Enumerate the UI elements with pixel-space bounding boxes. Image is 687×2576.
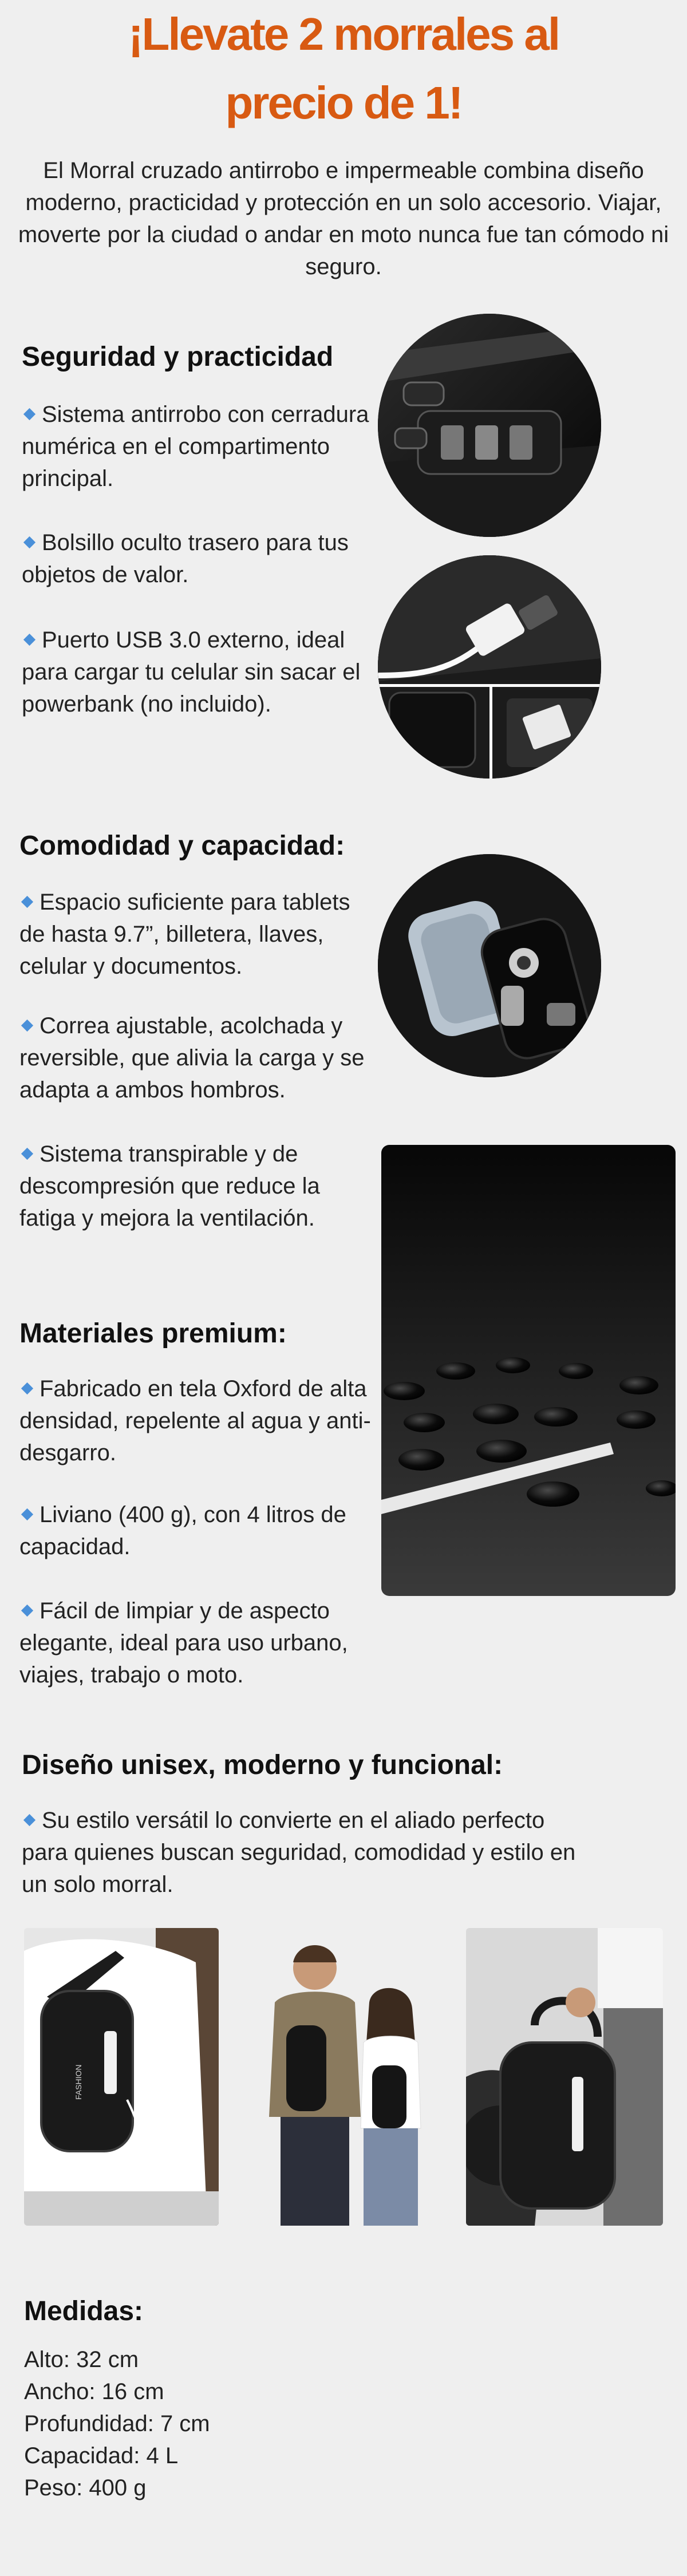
- bullet-item: Su estilo versátil lo convierte en el aliado perfecto para quienes buscan seguridad, comodidad y estilo en un solo morral.: [22, 1808, 576, 1897]
- bullet-item: Sistema antirrobo con cerradura numérica en el compartimento principal.: [22, 402, 369, 491]
- diamond-bullet-icon: [23, 1814, 35, 1826]
- section-title-materials: Materiales premium:: [19, 1318, 287, 1349]
- headline-line-2: precio de 1!: [225, 77, 462, 128]
- water-repellent-photo: [381, 1145, 676, 1596]
- bullet-item: Fácil de limpiar y de aspecto elegante, ideal para uso urbano, viajes, trabajo o moto.: [19, 1598, 348, 1688]
- usb-port-photo: [378, 555, 601, 779]
- bullet-item: Bolsillo oculto trasero para tus objetos de valor.: [22, 530, 349, 587]
- man-with-bag-illustration: [24, 1928, 219, 2226]
- bullet-item: Sistema transpirable y de descompresión que reduce la fatiga y mejora la ventilación.: [19, 1141, 320, 1231]
- lock-photo: [378, 314, 601, 537]
- bag-interior-photo: [378, 854, 601, 1077]
- measure-height: Alto: 32 cm: [24, 2347, 139, 2372]
- page-headline: [0, 0, 687, 137]
- measure-width: Ancho: 16 cm: [24, 2379, 164, 2404]
- bullet-item: Liviano (400 g), con 4 litros de capacidad.: [19, 1502, 346, 1559]
- product-photo-hand: [466, 1928, 663, 2226]
- bag-interior-illustration: [378, 854, 601, 1077]
- water-drops-illustration: [381, 1145, 676, 1596]
- diamond-bullet-icon: [21, 1605, 33, 1617]
- headline-line-1: ¡Llevate 2 morrales al: [128, 9, 559, 60]
- measure-weight: Peso: 400 g: [24, 2475, 147, 2500]
- diamond-bullet-icon: [21, 896, 33, 908]
- product-photo-couple: [246, 1928, 441, 2226]
- section-title-comfort: Comodidad y capacidad:: [19, 831, 345, 861]
- section-title-design: Diseño unisex, moderno y funcional:: [22, 1750, 503, 1780]
- product-photo-man: [24, 1928, 219, 2226]
- bag-brand-label: FASHION: [74, 2064, 83, 2100]
- diamond-bullet-icon: [23, 408, 35, 420]
- diamond-bullet-icon: [21, 1020, 33, 1032]
- hand-holding-bag-illustration: [466, 1928, 663, 2226]
- measures-list: [24, 2344, 425, 2504]
- bullet-item: Espacio suficiente para tablets de hasta 9.7”, billetera, llaves, celular y documentos.: [19, 890, 350, 979]
- measure-depth: Profundidad: 7 cm: [24, 2411, 210, 2436]
- diamond-bullet-icon: [21, 1508, 33, 1520]
- measures-title: Medidas:: [24, 2296, 144, 2326]
- couple-illustration: [246, 1928, 441, 2226]
- intro-paragraph: El Morral cruzado antirrobo e impermeable combina diseño moderno, practicidad y protección en un solo accesorio. Viajar, moverte por la ciudad o andar en moto nunca fue tan cómodo ni seguro.: [18, 158, 669, 279]
- diamond-bullet-icon: [23, 536, 35, 548]
- bullet-item: Fabricado en tela Oxford de alta densidad, repelente al agua y anti-desgarro.: [19, 1376, 371, 1465]
- bullet-item: Puerto USB 3.0 externo, ideal para cargar tu celular sin sacar el powerbank (no incluido).: [22, 627, 361, 717]
- section-title-security: Seguridad y practicidad: [22, 342, 334, 372]
- diamond-bullet-icon: [21, 1382, 33, 1394]
- diamond-bullet-icon: [21, 1148, 33, 1160]
- lock-illustration: [378, 314, 601, 537]
- diamond-bullet-icon: [23, 634, 35, 646]
- bullet-item: Correa ajustable, acolchada y reversible, que alivia la carga y se adapta a ambos hombros.: [19, 1013, 365, 1103]
- usb-illustration: [378, 555, 601, 779]
- measure-capacity: Capacidad: 4 L: [24, 2443, 179, 2468]
